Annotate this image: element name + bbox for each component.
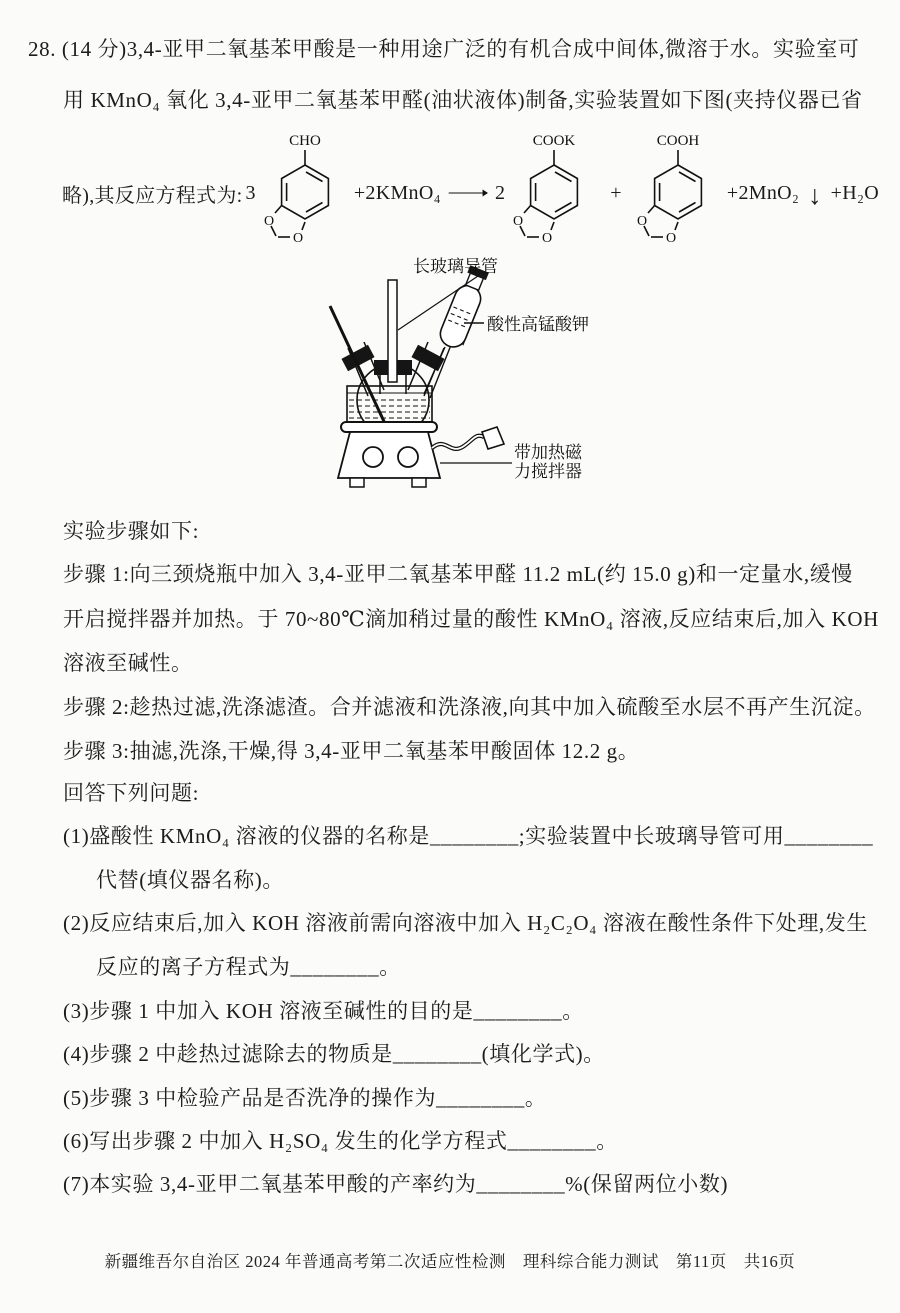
- water-term: +H₂O: [830, 181, 879, 204]
- stirrer-foot: [412, 478, 426, 487]
- question-4: (4)步骤 2 中趁热过滤除去的物质是________(填化学式)。: [63, 1042, 605, 1066]
- dropping-funnel: [436, 264, 491, 351]
- water-bath: [347, 386, 432, 422]
- product-coefficient: 2: [494, 181, 506, 204]
- step1-line3: 溶液至碱性。: [63, 651, 193, 675]
- stirrer-knob: [363, 447, 383, 467]
- stirrer-plate: [341, 422, 437, 432]
- reactant-coefficient: 3: [245, 181, 256, 204]
- structure-acid: [632, 128, 724, 246]
- oxygen-atom-label: O: [636, 214, 647, 229]
- stirrer-label-line2: 力搅拌器: [514, 462, 582, 481]
- reaction-arrow: [448, 186, 488, 200]
- question-2-line2: 反应的离子方程式为________。: [96, 955, 401, 979]
- oxygen-atom-label: O: [513, 214, 524, 229]
- substituent-label: CHO: [289, 133, 321, 149]
- question-6: (6)写出步骤 2 中加入 H₂SO₄ 发生的化学方程式________。: [63, 1129, 618, 1153]
- stirrer-foot: [350, 478, 364, 487]
- question-5: (5)步骤 3 中检验产品是否洗净的操作为________。: [63, 1086, 547, 1110]
- oxidant-term: +2KMnO₄: [353, 181, 441, 204]
- oxygen-atom-label: O: [542, 231, 553, 246]
- oxygen-atom-label: O: [665, 231, 676, 246]
- question-intro-line1: 28. (14 分)3,4-亚甲二氧基苯甲酸是一种用途广泛的有机合成中间体,微溶于水。实验室可: [28, 37, 860, 61]
- tube-label: 长玻璃导管: [413, 257, 498, 276]
- stirrer-knob: [398, 447, 418, 467]
- answer-prompt: 回答下列问题:: [63, 781, 200, 805]
- question-1-line2: 代替(填仪器名称)。: [96, 868, 284, 892]
- step2: 步骤 2:趁热过滤,洗涤滤渣。合并滤液和洗涤液,向其中加入硫酸至水层不再产生沉淀。: [63, 695, 876, 719]
- substituent-label: COOK: [533, 133, 576, 149]
- substituent-label: COOH: [656, 133, 700, 149]
- structure-aldehyde: [259, 128, 351, 246]
- question-2-line1: (2)反应结束后,加入 KOH 溶液前需向溶液中加入 H₂C₂O₄ 溶液在酸性条件下处理,发生: [63, 911, 868, 935]
- funnel-label: 酸性高锰酸钾: [487, 315, 589, 334]
- oxygen-atom-label: O: [292, 231, 303, 246]
- oxygen-atom-label: O: [263, 214, 274, 229]
- page-footer: 新疆维吾尔自治区 2024 年普通高考第二次适应性检测 理科综合能力测试 第11页 共16页: [104, 1252, 796, 1271]
- power-plug: [482, 427, 504, 449]
- plus-sign: +: [610, 181, 622, 204]
- question-3: (3)步骤 1 中加入 KOH 溶液至碱性的目的是________。: [63, 999, 584, 1023]
- magnetic-stirrer: [338, 432, 440, 487]
- steps-intro: 实验步骤如下:: [63, 519, 200, 543]
- long-glass-tube: [388, 280, 397, 382]
- power-cable: [432, 427, 504, 449]
- question-1-line1: (1)盛酸性 KMnO₄ 溶液的仪器的名称是________;实验装置中长玻璃导管可用________: [63, 824, 874, 848]
- step3: 步骤 3:抽滤,洗涤,干燥,得 3,4-亚甲二氧基苯甲酸固体 12.2 g。: [63, 739, 640, 763]
- byproduct-term: +2MnO₂: [726, 181, 800, 204]
- apparatus-diagram: [318, 250, 618, 498]
- structure-potassium-salt: [508, 128, 600, 246]
- question-intro-line2: 用 KMnO₄ 氧化 3,4-亚甲二氧基苯甲醛(油状液体)制备,实验装置如下图(夹持仪器已省: [63, 88, 863, 112]
- question-7: (7)本实验 3,4-亚甲二氧基苯甲酸的产率约为________%(保留两位小数): [63, 1172, 729, 1196]
- reaction-equation: [62, 126, 882, 248]
- stirrer-label-line1: 带加热磁: [514, 443, 582, 462]
- equation-prefix: 略),其反应方程式为:: [62, 184, 243, 207]
- precipitate-arrow-icon: ↓: [808, 179, 822, 210]
- step1-line2: 开启搅拌器并加热。于 70~80℃滴加稍过量的酸性 KMnO₄ 溶液,反应结束后,加入 KOH: [63, 607, 879, 631]
- step1-line1: 步骤 1:向三颈烧瓶中加入 3,4-亚甲二氧基苯甲醛 11.2 mL(约 15.0 g)和一定量水,缓慢: [63, 562, 853, 586]
